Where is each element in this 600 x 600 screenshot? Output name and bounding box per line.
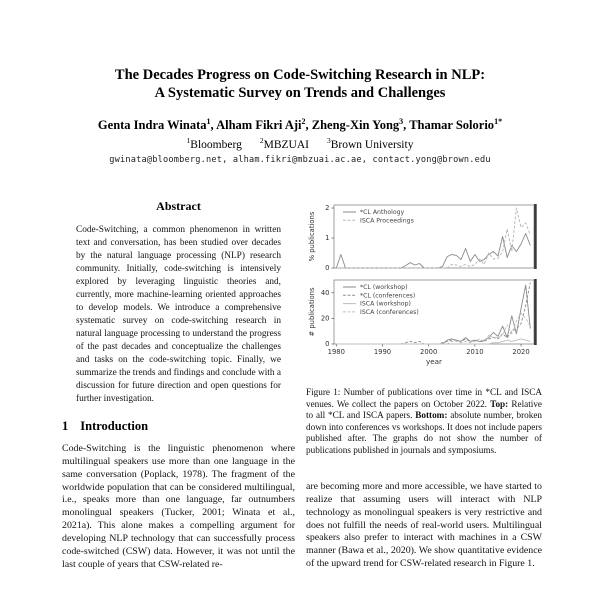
caption-bold-segment: Top: bbox=[490, 398, 509, 409]
affiliation-marker: 1 bbox=[186, 136, 191, 146]
series-line bbox=[336, 234, 530, 269]
section-heading-introduction bbox=[62, 419, 295, 434]
legend-label: ISCA Proceedings bbox=[360, 217, 414, 225]
legend-label: *CL (conferences) bbox=[360, 292, 416, 300]
legend-label: *CL Anthology bbox=[360, 209, 405, 217]
y-axis-label: % publications bbox=[308, 211, 316, 262]
legend-label: *CL (workshop) bbox=[360, 284, 408, 292]
y-tick-label: 2 bbox=[325, 204, 330, 213]
section-title: Introduction bbox=[80, 419, 149, 433]
x-tick-label: 2010 bbox=[466, 348, 484, 356]
author-emails: gwinata@bloomberg.net, alham.fikri@mbzuai.ac.ae, contact.yong@brown.edu bbox=[109, 154, 491, 165]
figure-1-top-chart bbox=[306, 200, 542, 276]
bottom-chart-svg bbox=[306, 276, 542, 378]
author-affil-marker: 3 bbox=[399, 117, 404, 126]
paper-header bbox=[0, 66, 600, 165]
affiliation-marker: 3 bbox=[326, 136, 331, 146]
x-tick-label: 1980 bbox=[327, 348, 345, 356]
y-axis-label: # publications bbox=[308, 287, 316, 337]
x-tick-label: 2000 bbox=[420, 348, 438, 356]
caption-bold-segment: Bottom: bbox=[415, 410, 448, 420]
affiliation-marker: 2 bbox=[259, 136, 264, 146]
introduction-paragraph: Code-Switching is the linguistic phenomenon where multilingual speakers use more than one language in the same conversation (Poplack, 1978). The fragment of the worldwide population that can be considered multilingual, i.e., speaks more than one language, far outnumbers monolingual speakers (Tucker, 2001; Winata et al., 2021a). This alone makes a compelling argument for developing NLP technology that can successfully process code-switched (CSW) data. However, it was not until the last couple of years that CSW-related re- bbox=[62, 443, 295, 570]
paper-title-line2: A Systematic Survey on Trends and Challenges bbox=[154, 85, 446, 101]
figure-1-caption bbox=[306, 387, 542, 456]
figure-1-bottom-chart bbox=[306, 276, 542, 378]
left-column bbox=[62, 199, 295, 571]
author-name: Alham Fikri Aji bbox=[216, 118, 302, 133]
author-name: Genta Indra Winata bbox=[97, 118, 207, 133]
abstract-heading: Abstract bbox=[156, 199, 201, 213]
right-column-paragraph: are becoming more and more accessible, we have started to realize that assuming users will interact with NLP technology as monolingual speakers is very restrictive and does not fulfill the needs of real-world users. Multilingual speakers also prefer to interact with machines in a CSW manner (Bawa et al., 2020). We show quantitative evidence of the upward trend for CSW-related research in Figure 1. bbox=[306, 481, 542, 570]
author-affil-marker: 1* bbox=[494, 117, 503, 126]
paper-title-line1: The Decades Progress on Code-Switching Research in NLP: bbox=[114, 67, 486, 83]
legend-label: ISCA (workshop) bbox=[360, 300, 411, 308]
author-affil-marker: 2 bbox=[301, 117, 306, 126]
author-name: Zheng-Xin Yong bbox=[311, 118, 400, 133]
author-list: Genta Indra Winata$^1$, Alham Fikri Aji$^2$, Zheng-Xin Yong$^3$, Thamar Solorio$^{1*}$ bbox=[97, 117, 503, 133]
x-axis-label: year bbox=[425, 357, 443, 366]
caption-segment: Relative to all *CL and ISCA papers. bbox=[306, 398, 542, 420]
right-column bbox=[306, 200, 542, 571]
y-tick-label: 0 bbox=[325, 264, 330, 273]
paper-title bbox=[0, 66, 600, 102]
figure-1 bbox=[306, 200, 542, 456]
series-line bbox=[336, 339, 530, 344]
y-tick-label: 0 bbox=[325, 340, 330, 349]
author-name: Thamar Solorio bbox=[409, 118, 495, 133]
section-number: 1 bbox=[62, 419, 69, 433]
author-affil-marker: 1 bbox=[206, 117, 211, 126]
legend-label: ISCA (conferences) bbox=[360, 309, 419, 316]
affiliation: $^2$MBZUAI bbox=[259, 136, 309, 151]
x-tick-label: 1990 bbox=[373, 348, 392, 356]
x-tick-label: 2020 bbox=[512, 348, 530, 356]
abstract-text: Code-Switching, a common phenomenon in written text and conversation, has been studied over decades by the natural language processing (NLP) research community. Initially, code-switching is intensively explored by leveraging linguistic theories and, currently, more machine-learning oriented approaches to develop models. We introduce a comprehensive systematic survey on code-switching research in natural language processing to understand the progress of the past decades and conceptualize the challenges and tasks on the code-switching topic. Finally, we summarize the trends and findings and conclude with a discussion for future direction and open questions for further investigation. bbox=[76, 225, 281, 404]
caption-segment: absolute number, broken down into conferences vs workshops. It does not include papers published after. The graphs do not show the number of publications published in journals and symposiums. bbox=[306, 410, 543, 455]
y-tick-label: 1 bbox=[325, 234, 330, 243]
affiliation: $^3$Brown University bbox=[326, 136, 414, 151]
top-chart-svg bbox=[306, 200, 542, 276]
affiliation: $^1$Bloomberg bbox=[186, 136, 242, 151]
caption-segment: Figure 1: Number of publications over time in *CL and ISCA venues. We collect the papers on October 2022. bbox=[306, 387, 542, 409]
y-tick-label: 40 bbox=[320, 289, 330, 297]
affiliation-list bbox=[0, 136, 600, 151]
y-tick-label: 20 bbox=[320, 314, 330, 323]
